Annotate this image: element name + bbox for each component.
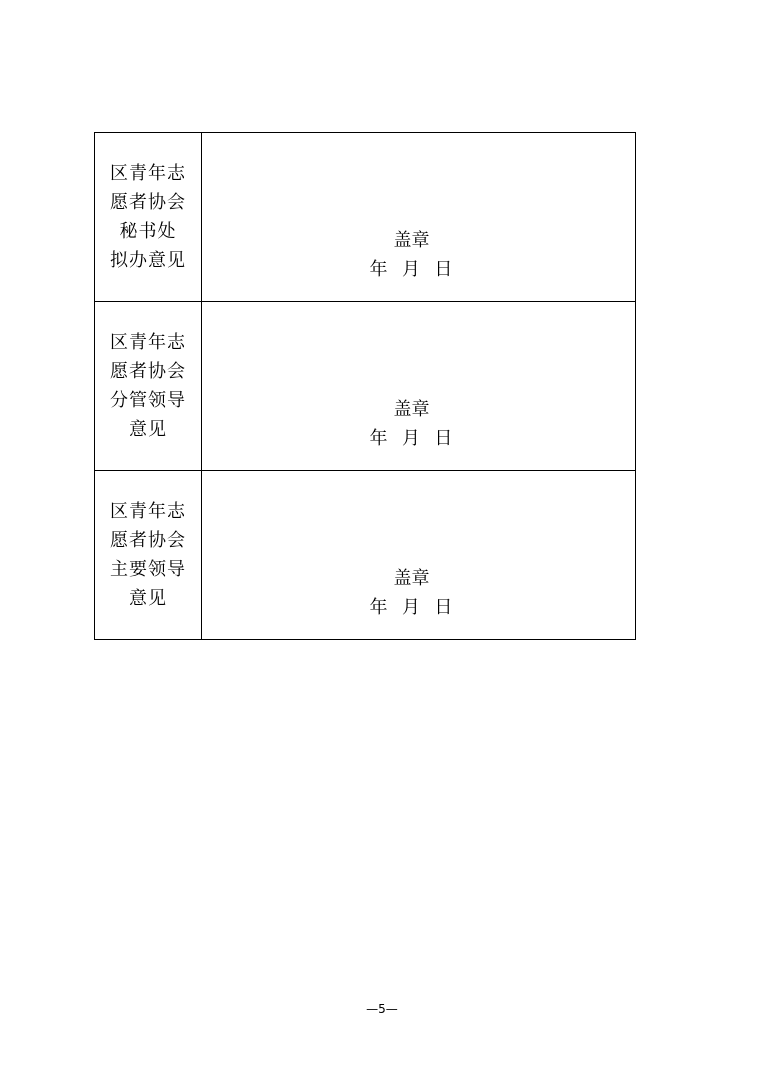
row-label-line: 意见 — [129, 588, 167, 609]
seal-date-block — [195, 395, 628, 453]
page-number: —5— — [366, 1002, 398, 1016]
row-label-line: 区青年志 — [110, 163, 186, 184]
opinion-cell[interactable] — [202, 302, 636, 471]
row-label-line: 拟办意见 — [110, 250, 186, 271]
row-label-cell — [95, 302, 202, 471]
row-label-line: 意见 — [129, 419, 167, 440]
row-label-line: 秘书处 — [119, 221, 177, 242]
table-row — [95, 302, 636, 471]
row-label-line: 愿者协会 — [110, 530, 186, 551]
row-label-cell — [95, 471, 202, 640]
seal-date-block — [195, 226, 628, 284]
row-label-line: 愿者协会 — [110, 192, 186, 213]
seal-label: 盖章 — [393, 230, 430, 251]
date-line: 年 月 日 — [369, 597, 454, 618]
seal-label: 盖章 — [393, 399, 430, 420]
opinion-cell[interactable] — [202, 133, 636, 302]
row-label-cell — [95, 133, 202, 302]
seal-label: 盖章 — [393, 568, 430, 589]
table-row — [95, 471, 636, 640]
row-label-line: 主要领导 — [110, 559, 186, 580]
opinion-cell[interactable] — [202, 471, 636, 640]
row-label-line: 愿者协会 — [110, 361, 186, 382]
date-line: 年 月 日 — [369, 259, 454, 280]
approval-table — [94, 132, 636, 640]
row-label-line: 区青年志 — [110, 332, 186, 353]
row-label-line: 分管领导 — [110, 390, 186, 411]
seal-date-block — [195, 564, 628, 622]
date-line: 年 月 日 — [369, 428, 454, 449]
table-row — [95, 133, 636, 302]
row-label-line: 区青年志 — [110, 501, 186, 522]
